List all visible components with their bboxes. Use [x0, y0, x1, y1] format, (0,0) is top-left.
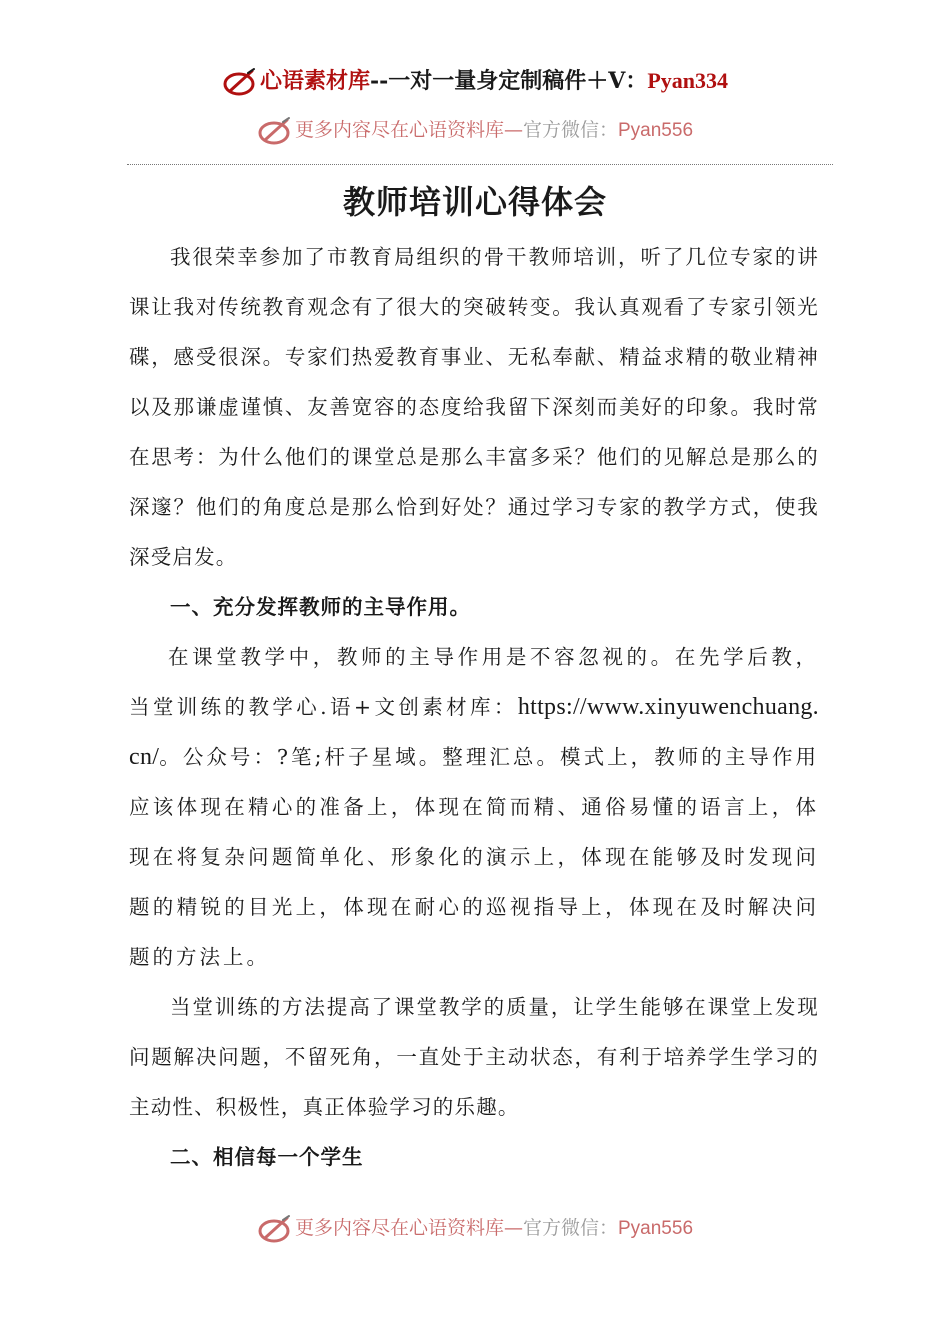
subheader-wechat-label: 官方微信：: [522, 119, 618, 141]
subheader-wechat-id: Pyan556: [618, 120, 694, 141]
page-title: 教师培训心得体会: [342, 183, 607, 221]
paragraph-text: 。公众号：?笔;杆子星域。整理汇总。模式上，教师的主导作用应该体现在精心的准备上，体现在简而精、通俗易懂的语言上，体现在将复杂问题简单化、形象化的演示上，体现在能够及时发现问题的精锐的目光上，体现在耐心的巡视指导上，体现在及时解决问题的方法上。: [129, 745, 819, 969]
paragraph-training: 当堂训练的方法提高了课堂教学的质量，让学生能够在课堂上发现问题解决问题，不留死角，一直处于主动状态，有利于培养学生学习的主动性、积极性，真正体验学习的乐趣。: [129, 995, 819, 1119]
paragraph-text: 在课堂教学中，教师的主导作用是不容忽视的。在先学后教，当堂训练的教学心.语+文创素材库：: [129, 645, 819, 719]
header-contact-id: Pyan334: [647, 68, 729, 93]
subheader-banner: [0, 114, 950, 147]
header-divider: [127, 164, 833, 165]
footer-text: 更多内容尽在心语资料库—: [294, 1217, 523, 1239]
website-url: https://www.xinyuwenchuang.cn/: [129, 694, 819, 770]
footer-wechat-id: Pyan556: [618, 1218, 694, 1239]
subheader-text: 更多内容尽在心语资料库—: [294, 119, 523, 141]
header-banner: [0, 64, 950, 98]
paragraph-intro: 我很荣幸参加了市教育局组织的骨干教师培训，听了几位专家的讲课让我对传统教育观念有了很大的突破转变。我认真观看了专家引领光碟，感受很深。专家们热爱教育事业、无私奉献、精益求精的敬业精神以及那谦虚谨慎、友善宽容的态度给我留下深刻而美好的印象。我时常在思考：为什么他们的课堂总是那么丰富多采？他们的见解总是那么的深邃？他们的角度总是那么恰到好处？通过学习专家的教学方式，使我深受启发。: [129, 245, 819, 569]
pen-logo-icon: [257, 1214, 293, 1244]
document-body: [129, 232, 819, 1182]
footer-banner: [0, 1212, 950, 1245]
footer-wechat-label: 官方微信：: [522, 1217, 618, 1239]
header-dash: --: [369, 68, 389, 94]
pen-logo-icon: [257, 116, 293, 146]
section-heading-1: 一、充分发挥教师的主导作用。: [170, 595, 471, 619]
pen-logo-icon: [222, 67, 258, 97]
section-heading-2: 二、相信每一个学生: [170, 1145, 364, 1169]
paragraph-section-1: [129, 632, 819, 982]
header-slogan: 一对一量身定制稿件＋V：: [388, 68, 648, 94]
brand-name: 心语素材库: [259, 68, 370, 94]
